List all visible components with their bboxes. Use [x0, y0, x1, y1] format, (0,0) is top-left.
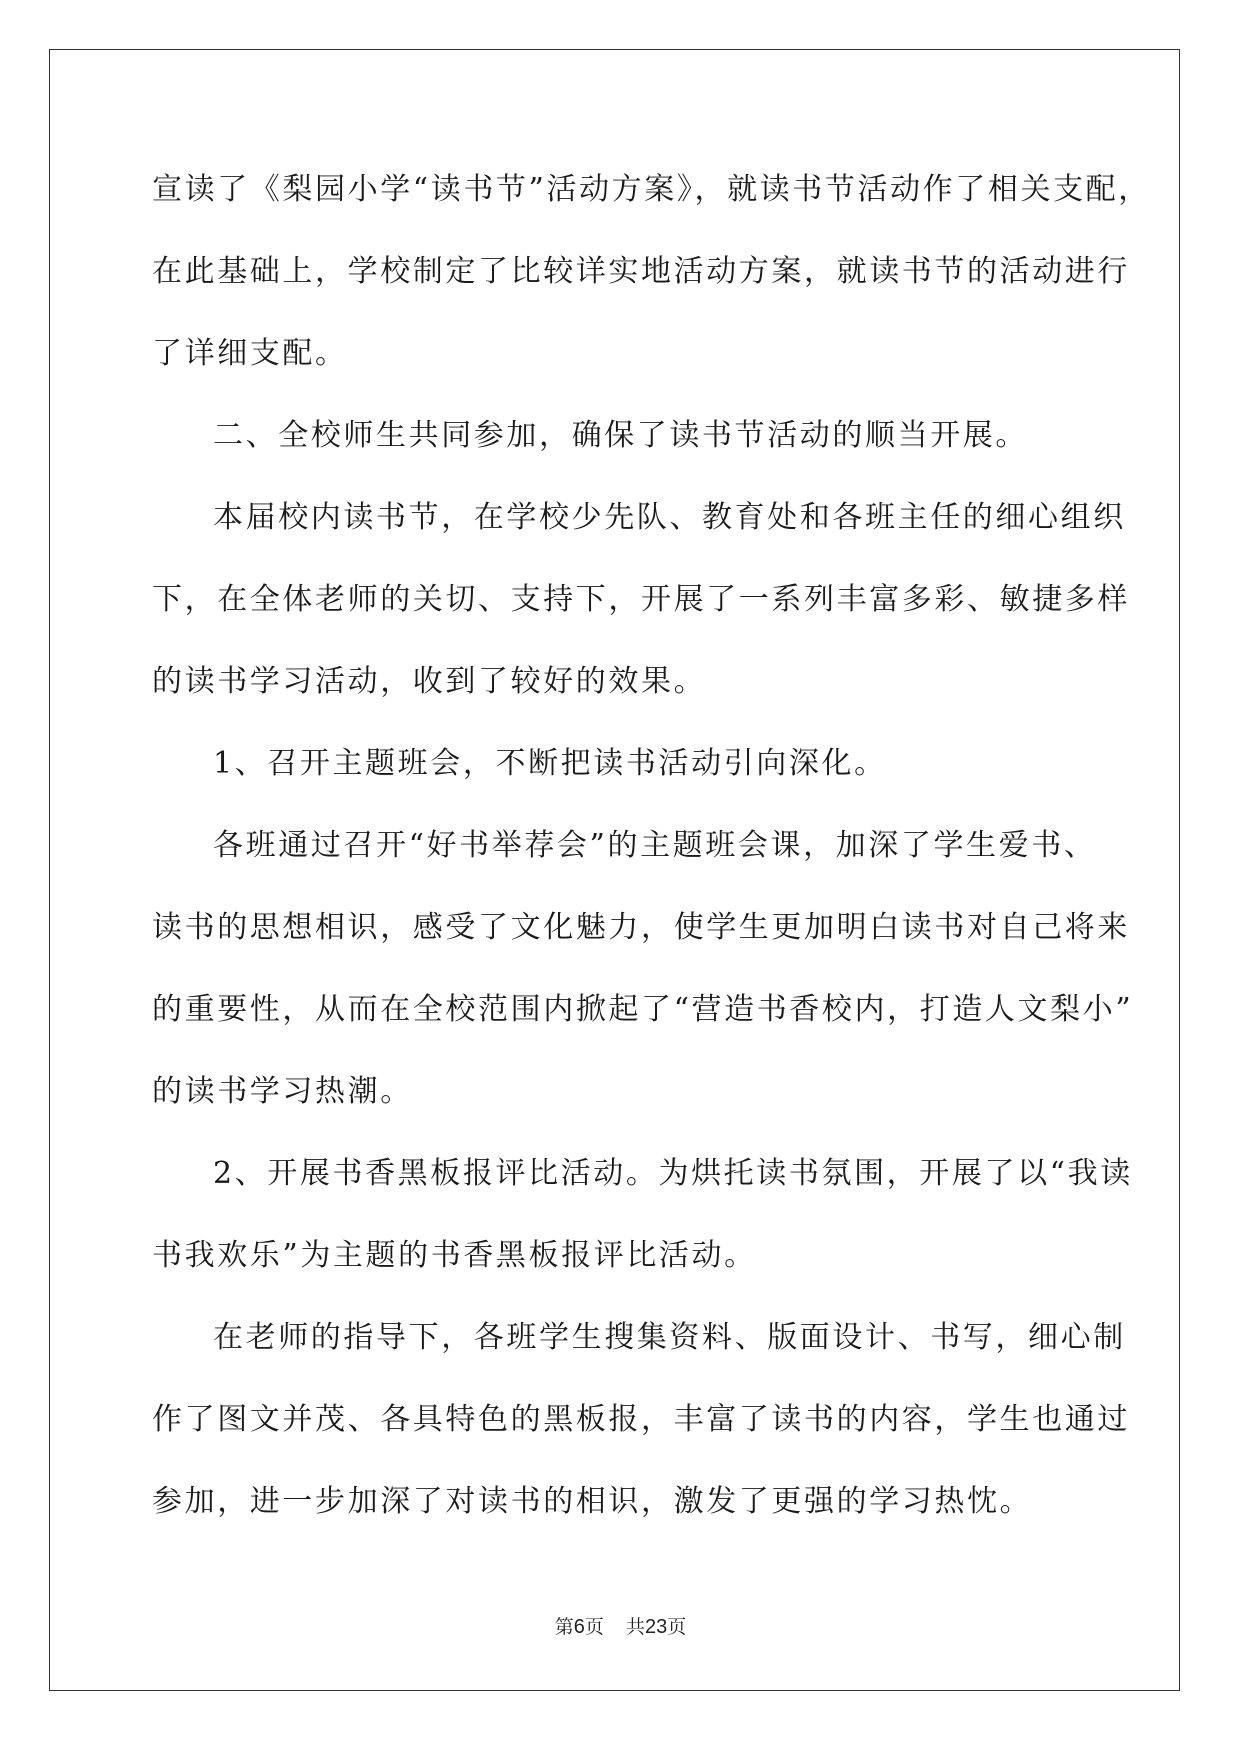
document-body: [152, 155, 1151, 1549]
text-line-content: 在此基础上，学校制定了比较详实地活动方案，就读书节的活动进行: [152, 254, 1130, 289]
text-line: [152, 1139, 1133, 1221]
text-line-content: 下，在全体老师的关切、支持下，开展了一系列丰富多彩、敏捷多样: [152, 582, 1130, 617]
text-line-content: 书我欢乐”为主题的书香黑板报评比活动。: [152, 1238, 757, 1273]
text-line: [152, 893, 1130, 975]
text-line-content: 作了图文并茂、各具特色的黑板报，丰富了读书的内容，学生也通过: [152, 1402, 1130, 1437]
footer-page-prefix: 第: [554, 1616, 574, 1638]
page-footer: [0, 1612, 1241, 1639]
text-line-content: 读书的思想相识，感受了文化魅力，使学生更加明白读书对自己将来: [152, 910, 1130, 945]
text-line-content: 1、召开主题班会，不断把读书活动引向深化。: [213, 746, 887, 781]
text-line-content: 的重要性，从而在全校范围内掀起了“营造书香校内，打造人文梨小”: [152, 992, 1134, 1027]
text-line: [152, 565, 1130, 647]
text-line-content: 的读书学习热潮。: [152, 1074, 413, 1109]
footer-total-suffix: 页: [667, 1616, 687, 1638]
text-line: [152, 401, 1092, 483]
text-line: [152, 319, 1092, 401]
text-line: [152, 647, 1092, 729]
footer-total-prefix: 共: [625, 1616, 645, 1638]
text-line-content: 各班通过召开“好书举荐会”的主题班会课，加深了学生爱书、: [213, 828, 1097, 863]
footer-total-pages: 23: [644, 1616, 668, 1638]
text-line: [152, 975, 1134, 1057]
text-line-content: 了详细支配。: [152, 336, 348, 371]
text-line-content: 的读书学习活动，收到了较好的效果。: [152, 664, 707, 699]
footer-page-suffix: 页: [584, 1616, 604, 1638]
text-line: [152, 237, 1130, 319]
text-line: [152, 483, 1126, 565]
text-line: [152, 1385, 1130, 1467]
text-line-content: 2、开展书香黑板报评比活动。为烘托读书氛围，开展了以“我读: [213, 1156, 1133, 1191]
text-line: [152, 1057, 1092, 1139]
footer-page-number: 6: [573, 1616, 585, 1638]
text-line-content: 二、全校师生共同参加，确保了读书节活动的顺当开展。: [213, 418, 1028, 453]
text-line: [152, 729, 1092, 811]
text-line-content: 参加，进一步加深了对读书的相识，激发了更强的学习热忱。: [152, 1484, 1033, 1519]
text-line-content: 在老师的指导下，各班学生搜集资料、版面设计、书写，细心制: [213, 1320, 1126, 1355]
text-line-content: 宣读了《梨园小学“读书节”活动方案》，就读书节活动作了相关支配，: [152, 172, 1151, 207]
text-line: [152, 811, 1097, 893]
text-line: [152, 155, 1151, 237]
text-line: [152, 1221, 1092, 1303]
text-line: [152, 1467, 1092, 1549]
text-line: [152, 1303, 1126, 1385]
text-line-content: 本届校内读书节，在学校少先队、教育处和各班主任的细心组织: [213, 500, 1126, 535]
